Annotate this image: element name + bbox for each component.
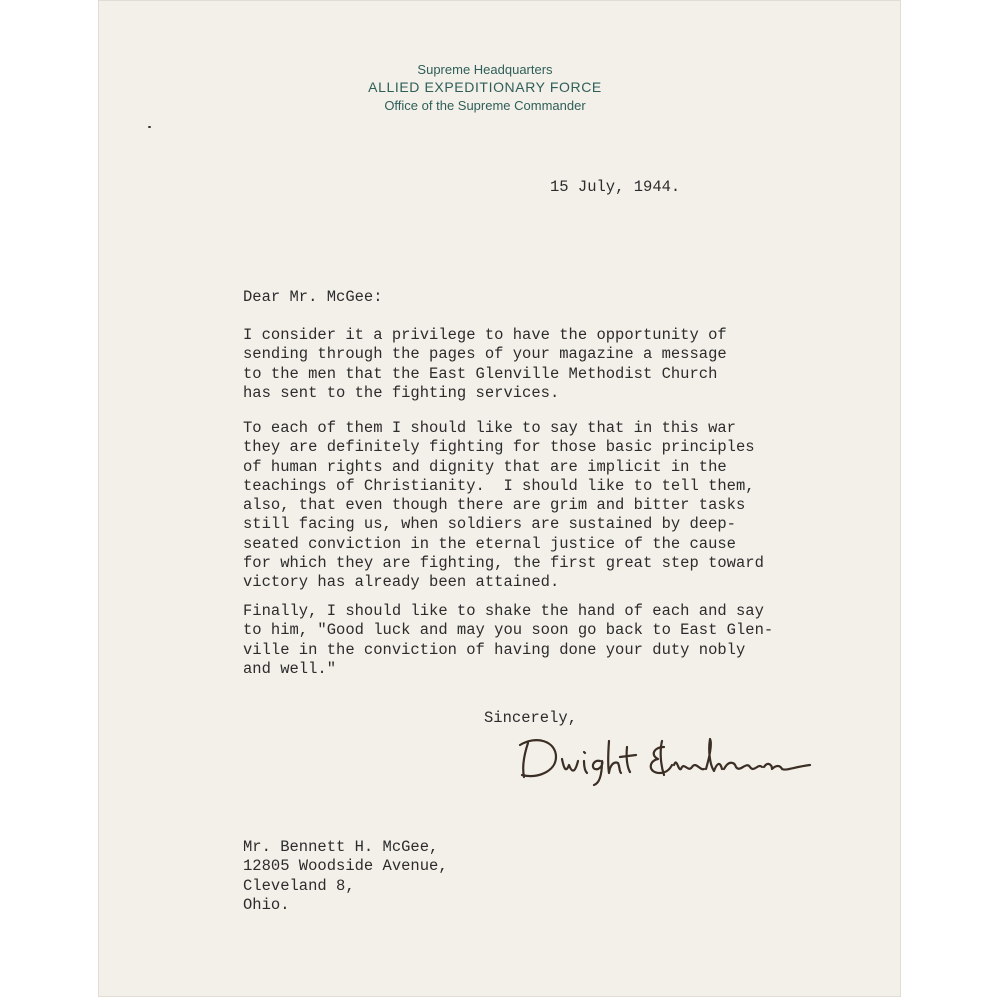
paragraph-line: still facing us, when soldiers are sustained by deep- [243,515,736,534]
signature-strokes [520,739,810,785]
paragraph-line: has sent to the fighting services. [243,383,560,402]
address-line: 12805 Woodside Avenue, [243,857,448,876]
paragraph-line: seated conviction in the eternal justice of the cause [243,534,736,553]
letter-date: 15 July, 1944. [550,178,681,196]
paragraph-line: Finally, I should like to shake the hand of each and say [243,602,764,620]
paragraph-line: to the men that the East Glenville Methodist Church [243,364,718,383]
ink-speck [148,126,151,128]
letterhead [0,61,970,115]
letterhead-line-2: ALLIED EXPEDITIONARY FORCE [368,79,602,95]
paragraph-line: also, that even though there are grim and bitter tasks [243,496,746,515]
body-paragraph-2 [243,419,764,593]
address-line: Cleveland 8, [243,876,355,895]
paragraph-line: ville in the conviction of having done your duty nobly [243,640,746,659]
paragraph-line: sending through the pages of your magazine a message [243,345,727,364]
paragraph-line: and well." [243,659,337,678]
paragraph-line: they are definitely fighting for those basic principles [243,438,755,457]
closing: Sincerely, [484,709,578,727]
salutation: Dear Mr. McGee: [243,288,383,306]
handwritten-signature [514,725,819,795]
paragraph-line: for which they are fighting, the first great step toward [243,554,764,573]
address-line: Mr. Bennett H. McGee, [243,838,439,856]
letterhead-line-3: Office of the Supreme Commander [384,98,586,113]
body-paragraph-1 [243,326,727,403]
recipient-address [243,838,448,915]
paragraph-line: teachings of Christianity. I should like to tell them, [243,476,755,495]
address-line: Ohio. [243,895,290,914]
paragraph-line: I consider it a privilege to have the opportunity of [243,326,727,344]
body-paragraph-3 [243,602,773,679]
letterhead-line-1: Supreme Headquarters [417,62,553,77]
paragraph-line: of human rights and dignity that are implicit in the [243,457,727,476]
paragraph-line: To each of them I should like to say that in this war [243,419,736,437]
paragraph-line: to him, "Good luck and may you soon go back to East Glen- [243,621,774,640]
paragraph-line: victory has already been attained. [243,573,560,592]
